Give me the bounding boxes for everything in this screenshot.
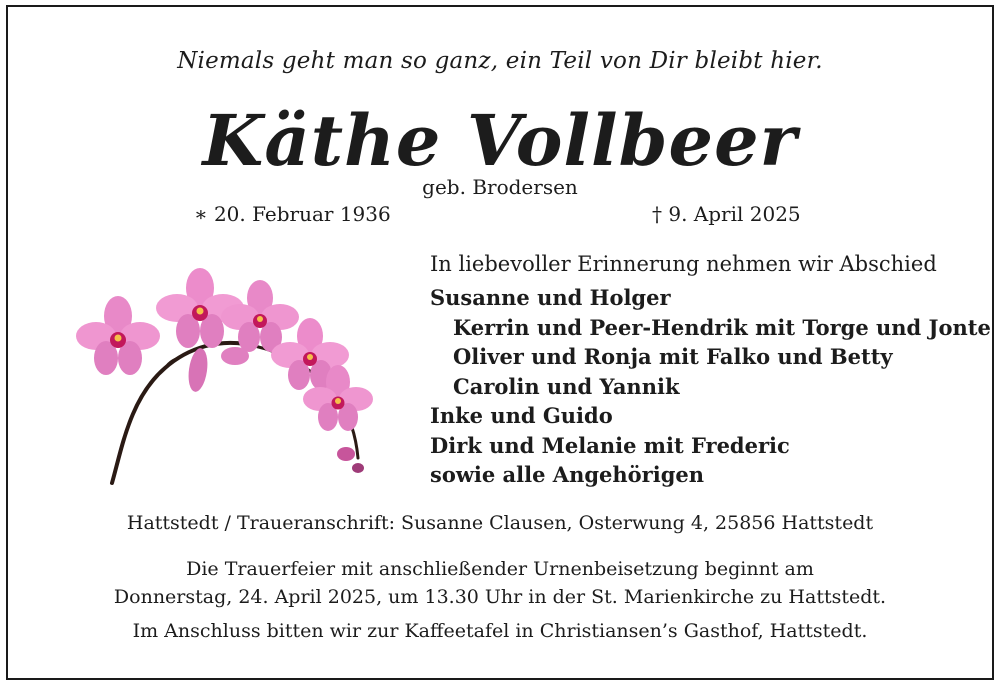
mourner-line: Susanne und Holger: [430, 285, 671, 310]
maiden-name: geb. Brodersen: [422, 175, 578, 199]
mourner-line: Kerrin und Peer-Hendrik mit Torge und Jonte: [453, 314, 991, 340]
mourner-line: sowie alle Angehörigen: [430, 462, 705, 487]
orchid-branch-icon: [70, 258, 390, 488]
birth-date: ∗ 20. Februar 1936: [194, 202, 391, 226]
funeral-info: [0, 555, 1000, 611]
funeral-info-line: Die Trauerfeier mit anschließender Urnenbeisetzung beginnt am: [186, 558, 814, 580]
farewell-intro: In liebevoller Erinnerung nehmen wir Abschied: [430, 252, 937, 276]
orchid-flowers: [76, 268, 373, 473]
mourning-address: Hattstedt / Traueranschrift: Susanne Clausen, Osterwung 4, 25856 Hattstedt: [126, 512, 874, 534]
mourner-line: Inke und Guido: [430, 403, 613, 428]
mourner-line: Oliver und Ronja mit Falko und Betty: [453, 344, 893, 369]
coffee-invitation: Im Anschluss bitten wir zur Kaffeetafel in Christiansen’s Gasthof, Hattstedt.: [132, 620, 868, 642]
mourner-line: Carolin und Yannik: [453, 373, 680, 399]
mourners-list: [430, 283, 991, 490]
motto: Niemals geht man so ganz, ein Teil von Dir bleibt hier.: [177, 48, 823, 74]
death-date: † 9. April 2025: [652, 202, 801, 226]
mourner-line: Dirk und Melanie mit Frederic: [430, 432, 790, 458]
funeral-info-line: Donnerstag, 24. April 2025, um 13.30 Uhr in der St. Marienkirche zu Hattstedt.: [113, 586, 887, 608]
deceased-name: Käthe Vollbeer: [202, 99, 798, 182]
